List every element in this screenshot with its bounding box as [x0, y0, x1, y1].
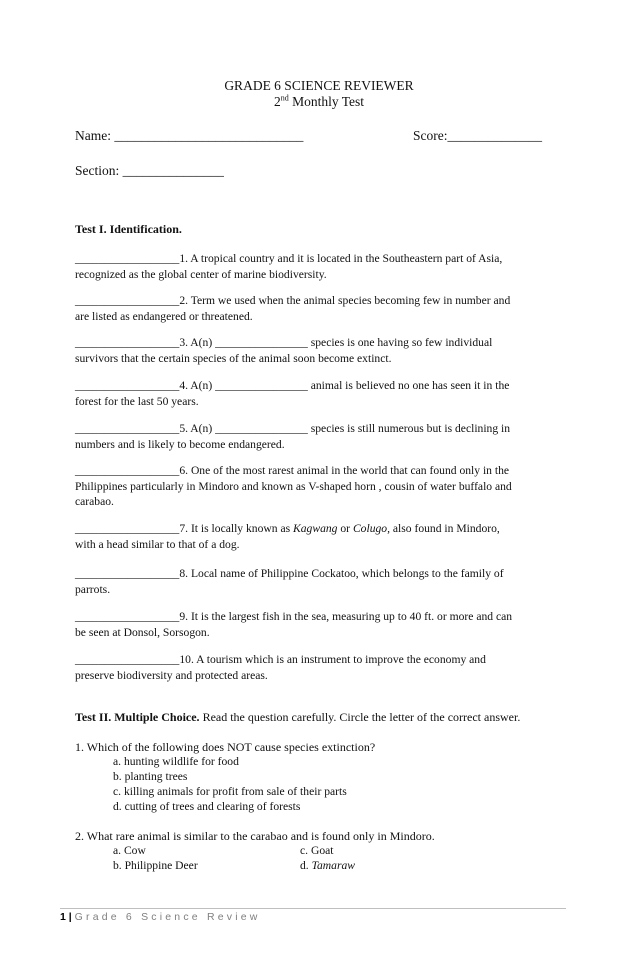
item-line: __________________10. A tourism which is an instrument to improve the economy and [75, 653, 486, 666]
name-field: Name: ____________________________ [75, 128, 304, 143]
subtitle-number: 2 [273, 94, 281, 109]
q2-option-d [300, 859, 355, 872]
q1-option-b: b. planting trees [113, 770, 188, 783]
q2-option-c: c. Goat [300, 844, 334, 857]
question-1: 1. Which of the following does NOT cause species extinction? [75, 740, 376, 754]
item-line: be seen at Donsol, Sorsogon. [75, 625, 210, 639]
item-line: __________________2. Term we used when the animal species becoming few in number and [75, 294, 511, 307]
test2-heading: Test II. Multiple Choice. [75, 710, 200, 724]
item-line: Philippines particularly in Mindoro and known as V-shaped horn , cousin of water buffalo and [75, 479, 512, 493]
item-italic-colugo: Colugo, [352, 522, 390, 535]
item-line: are listed as endangered or threatened. [75, 309, 253, 323]
item-line: __________________6. One of the most rarest animal in the world that can found only in the [75, 464, 510, 477]
identification-item-1 [75, 251, 565, 282]
document-subtitle [0, 94, 638, 110]
footer-text: Grade 6 Science Review [74, 911, 261, 923]
identification-item-10 [75, 652, 565, 683]
item-line: __________________1. A tropical country and it is located in the Southeastern part of Asia, [75, 252, 503, 265]
q2-option-a: a. Cow [113, 844, 146, 857]
document-title: GRADE 6 SCIENCE REVIEWER [224, 78, 414, 93]
identification-item-7 [75, 521, 565, 552]
item-line: numbers and is likely to become endangered. [75, 437, 285, 451]
identification-item-3 [75, 335, 565, 366]
item-line: __________________8. Local name of Philippine Cockatoo, which belongs to the family of [75, 567, 504, 580]
score-field: Score:______________ [413, 128, 542, 143]
test1-heading: Test I. Identification. [75, 222, 182, 236]
page-footer [60, 911, 261, 923]
q1-option-a: a. hunting wildlife for food [113, 755, 239, 768]
q2-option-d-italic: Tamaraw [311, 859, 355, 872]
identification-item-5 [75, 421, 565, 452]
identification-item-8 [75, 566, 565, 597]
item-italic-kagwang: Kagwang [293, 522, 338, 535]
footer-divider [60, 908, 566, 909]
subtitle-ordinal: nd [280, 93, 289, 103]
identification-item-6 [75, 463, 565, 510]
item-line: __________________4. A(n) ________________ animal is believed no one has seen it in the [75, 379, 510, 392]
q1-option-c: c. killing animals for profit from sale of their parts [113, 785, 347, 798]
question-2: 2. What rare animal is similar to the carabao and is found only in Mindoro. [75, 829, 435, 843]
item-line: __________________5. A(n) ________________ species is still numerous but is declining in [75, 422, 511, 435]
footer-separator: | [65, 911, 75, 923]
footer-page-number: 1 [60, 911, 66, 923]
item-line: with a head similar to that of a dog. [75, 537, 240, 551]
item-line: survivors that the certain species of the animal soon become extinct. [75, 351, 392, 365]
identification-item-2 [75, 293, 565, 324]
item-text: also found in Mindoro, [389, 522, 500, 535]
q2-option-d-letter: d. [300, 859, 312, 872]
subtitle-text: Monthly Test [288, 94, 365, 109]
item-text: __________________7. It is locally known as [75, 522, 294, 535]
item-line: recognized as the global center of marine biodiversity. [75, 267, 327, 281]
item-line: __________________3. A(n) ________________ species is one having so few individual [75, 336, 493, 349]
item-text: or [337, 522, 353, 535]
identification-item-4 [75, 378, 565, 409]
item-line: carabao. [75, 495, 114, 508]
item-line: forest for the last 50 years. [75, 394, 199, 408]
item-line: parrots. [75, 582, 111, 596]
test2-heading-line [75, 710, 565, 725]
identification-item-9 [75, 609, 565, 640]
q1-option-d: d. cutting of trees and clearing of forests [113, 800, 301, 813]
item-line [75, 521, 565, 537]
item-line: __________________9. It is the largest fish in the sea, measuring up to 40 ft. or more and can [75, 610, 513, 623]
q2-option-b: b. Philippine Deer [113, 859, 198, 872]
section-field: Section: _______________ [75, 163, 224, 178]
item-line: preserve biodiversity and protected areas. [75, 668, 268, 682]
test2-instruction: Read the question carefully. Circle the letter of the correct answer. [199, 710, 521, 724]
